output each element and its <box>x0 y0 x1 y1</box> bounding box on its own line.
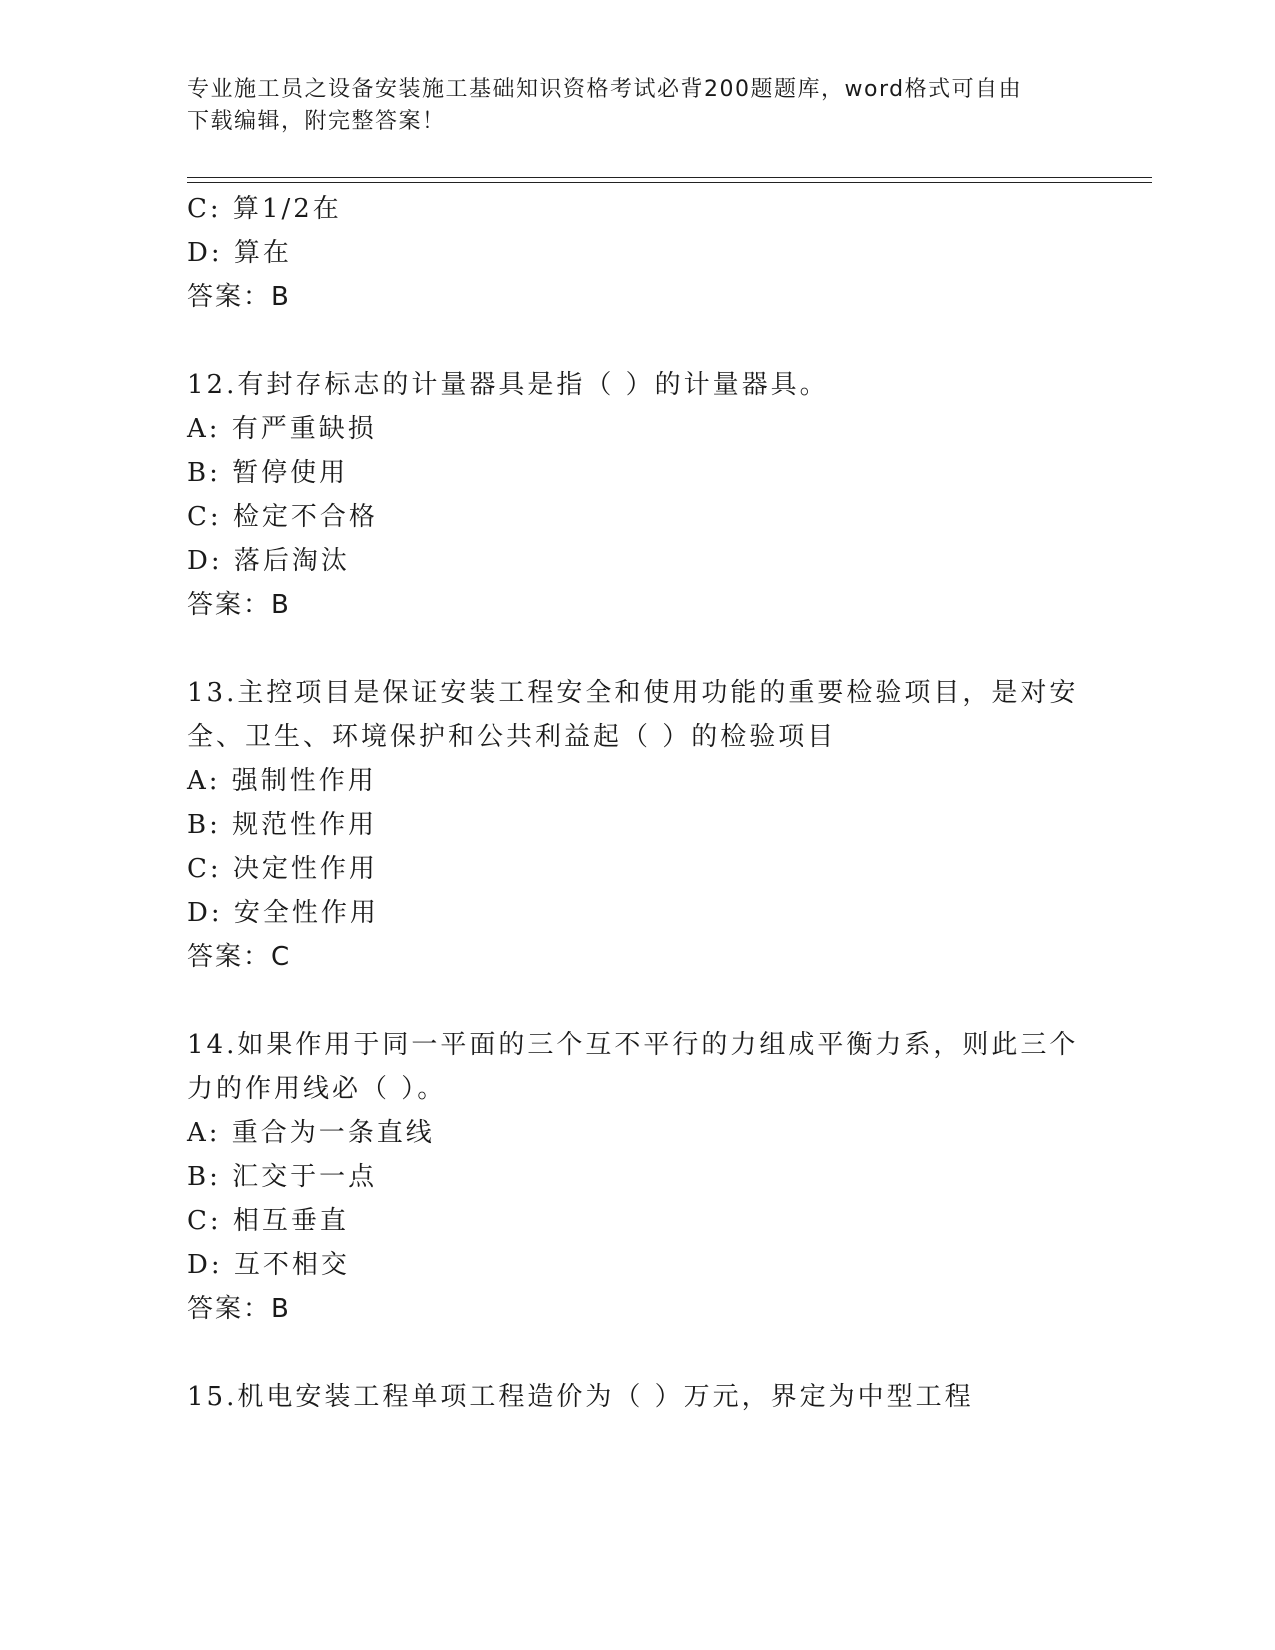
q13-option-d: D: 安全性作用 <box>187 898 379 928</box>
q14-option-a: A: 重合为一条直线 <box>187 1118 435 1148</box>
q12-option-d: D: 落后淘汰 <box>187 546 350 576</box>
prev-answer: 答案：B <box>187 282 291 312</box>
q12-option-c: C: 检定不合格 <box>187 502 378 532</box>
q13-option-b: B: 规范性作用 <box>187 810 378 840</box>
q13-stem-line-2: 全、卫生、环境保护和公共利益起（ ）的检验项目 <box>187 722 837 752</box>
q14-option-b: B: 汇交于一点 <box>187 1162 378 1192</box>
header-rule-top <box>187 177 1152 178</box>
q14-option-d: D: 互不相交 <box>187 1250 350 1280</box>
header-line-2: 下载编辑，附完整答案！ <box>187 109 446 134</box>
prev-option-c: C: 算1/2在 <box>187 194 342 224</box>
q14-stem-line-2: 力的作用线必（ ）。 <box>187 1074 447 1104</box>
q12-stem: 12.有封存标志的计量器具是指（ ）的计量器具。 <box>187 370 829 400</box>
q13-option-c: C: 决定性作用 <box>187 854 378 884</box>
q14-answer: 答案：B <box>187 1294 291 1324</box>
q12-option-b: B: 暂停使用 <box>187 458 349 488</box>
q12-option-a: A: 有严重缺损 <box>187 414 377 444</box>
prev-option-d: D: 算在 <box>187 238 292 268</box>
q13-option-a: A: 强制性作用 <box>187 766 377 796</box>
q13-answer: 答案：C <box>187 942 292 972</box>
q14-stem-line-1: 14.如果作用于同一平面的三个互不平行的力组成平衡力系，则此三个 <box>187 1030 1079 1060</box>
q14-option-c: C: 相互垂直 <box>187 1206 349 1236</box>
q15-stem: 15.机电安装工程单项工程造价为（ ）万元，界定为中型工程 <box>187 1382 974 1412</box>
header-rule-bottom <box>187 182 1152 183</box>
header-line-1: 专业施工员之设备安装施工基础知识资格考试必背200题题库，word格式可自由 <box>187 77 1023 102</box>
document-header <box>187 74 1077 138</box>
q13-stem-line-1: 13.主控项目是保证安装工程安全和使用功能的重要检验项目，是对安 <box>187 678 1079 708</box>
q12-answer: 答案：B <box>187 590 291 620</box>
